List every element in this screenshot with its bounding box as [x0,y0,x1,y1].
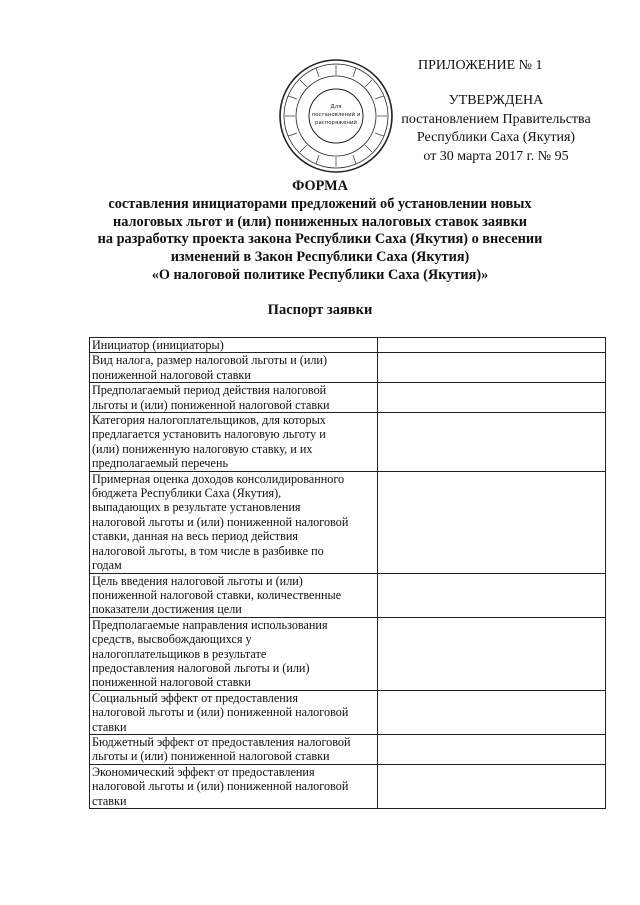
row-label [90,734,378,764]
row-label-line: Бюджетный эффект от предоставления налоговой [92,734,351,749]
row-value-cell[interactable] [377,690,606,734]
row-label-line: ставки, данная на весь период действия [92,529,298,544]
table-row [90,690,606,734]
row-label [90,471,378,573]
row-label [90,764,378,808]
row-value-cell[interactable] [377,353,606,383]
title-line: изменений в Закон Республики Саха (Якутия) [170,249,470,266]
row-label-line: предлагается установить налоговую льготу и [92,427,326,442]
row-value-cell[interactable] [377,734,606,764]
row-label-line: пониженной налоговой ставки [92,367,251,382]
title-line: «О налоговой политике Республики Саха (Якутия)» [151,266,489,283]
row-label-line: налоговой льготы и (или) пониженной налоговой [92,514,349,529]
row-label-line: Экономический эффект от предоставления [92,764,315,779]
row-value-cell[interactable] [377,338,606,353]
row-label-line: налоговой льготы и (или) пониженной налоговой [92,705,349,720]
approval-line: от 30 марта 2017 г. № 95 [423,148,569,164]
row-label-line: предполагаемый перечень [92,456,229,471]
table-row [90,471,606,573]
table-row [90,734,606,764]
row-label [90,690,378,734]
passport-table [89,337,606,809]
stamp-line-3: распоряжений [315,120,357,126]
row-label [90,353,378,383]
row-label-line: ставки [92,793,127,808]
row-label-line: налоговой льготы и (или) пониженной налоговой [92,779,349,794]
table-row [90,764,606,808]
table-row [90,338,606,353]
row-label [90,617,378,690]
table-row [90,383,606,413]
table-row [90,353,606,383]
row-value-cell[interactable] [377,413,606,472]
table-row [90,573,606,617]
row-label-line: Примерная оценка доходов консолидированного [92,471,345,486]
stamp-line-2: постановлений и [311,112,361,118]
row-label-line: Предполагаемый период действия налоговой [92,383,327,398]
row-label-line: Социальный эффект от предоставления [92,690,298,705]
row-label-line: Цель введения налоговой льготы и (или) [92,573,303,588]
title-line: ФОРМА [292,178,348,194]
row-value-cell[interactable] [377,573,606,617]
table-row [90,617,606,690]
approval-line: Республики Саха (Якутия) [416,130,576,145]
row-label [90,338,378,353]
row-label-line: налоговой льготы, в том числе в разбивке по [92,543,324,558]
row-label-line: Вид налога, размер налоговой льготы и (или) [92,353,328,368]
title-line: на разработку проекта закона Республики Саха (Якутия) о внесении [97,231,543,248]
row-label-line: бюджета Республики Саха (Якутия), [92,486,282,501]
row-label-line: средств, высвобождающихся у [92,632,252,647]
row-label-line: Категория налогоплательщиков, для которых [92,413,326,428]
row-value-cell[interactable] [377,617,606,690]
row-label-line: льготы и (или) пониженной налоговой ставки [92,397,330,412]
row-label-line: предоставления налоговой льготы и (или) [92,660,310,675]
approval-line: УТВЕРЖДЕНА [448,93,544,108]
row-label-line: налогоплательщиков в результате [92,646,267,661]
table-row [90,413,606,472]
section-subtitle: Паспорт заявки [267,302,373,318]
row-label [90,573,378,617]
row-label-line: (или) пониженную налоговую ставку, и их [92,441,313,456]
row-label-line: пониженной налоговой ставки [92,675,251,690]
approval-block [396,92,596,166]
appendix-number: ПРИЛОЖЕНИЕ № 1 [418,58,543,73]
row-value-cell[interactable] [377,471,606,573]
row-label-line: годам [92,558,122,573]
row-value-cell[interactable] [377,383,606,413]
row-value-cell[interactable] [377,764,606,808]
document-title [90,178,550,285]
approval-line: постановлением Правительства [401,111,591,127]
row-label-line: льготы и (или) пониженной налоговой ставки [92,749,330,764]
row-label [90,383,378,413]
row-label-line: Инициатор (инициаторы) [92,338,224,352]
row-label-line: пониженной налоговой ставки, количественные [92,587,342,602]
row-label-line: Предполагаемые направления использования [92,617,328,632]
row-label-line: выпадающих в результате установления [92,500,301,515]
row-label-line: показатели достижения цели [92,602,242,617]
stamp-line-1: Для [330,104,342,110]
official-stamp [278,58,394,174]
row-label [90,413,378,472]
row-label-line: ставки [92,719,127,734]
title-line: налоговых льгот и (или) пониженных налоговых ставок заявки [113,213,527,230]
title-line: составления инициаторами предложений об установлении новых [108,195,532,212]
